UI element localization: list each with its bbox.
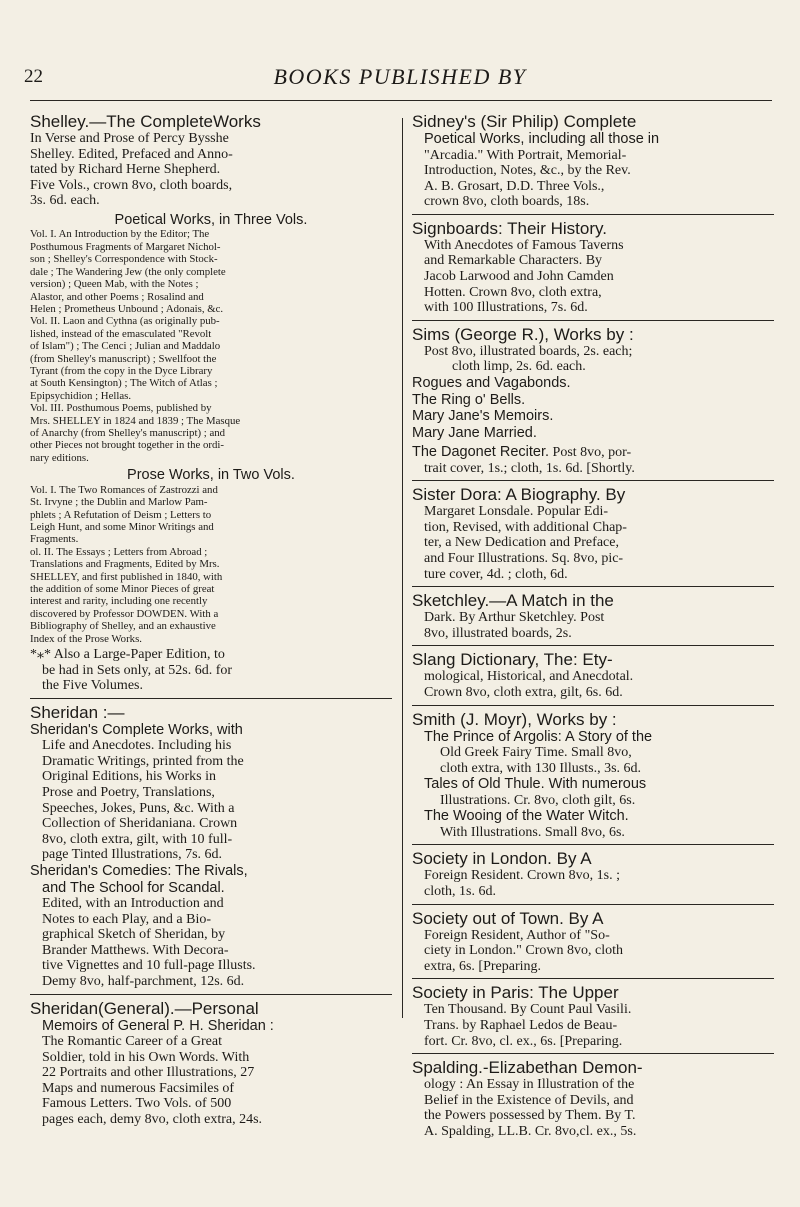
entry-title: Spalding.-Elizabethan Demon- [412, 1058, 643, 1078]
small-line: of Islam") ; The Cenci ; Julian and Maddalo [30, 340, 221, 353]
entry-title: Society out of Town. By A [412, 908, 604, 928]
entry-divider [412, 320, 774, 321]
entry-sister-dora [412, 485, 774, 582]
text-line: Demy 8vo, half-parchment, 12s. 6d. [42, 973, 245, 989]
text-line: Notes to each Play, and a Bio- [42, 911, 211, 927]
small-line: Alastor, and other Poems ; Rosalind and [30, 290, 204, 303]
text-line: Hotten. Crown 8vo, cloth extra, [424, 284, 602, 300]
text-line: Belief in the Existence of Devils, and [424, 1092, 634, 1108]
header-rule [30, 100, 772, 101]
small-line: at South Kensington) ; The Witch of Atlas ; [30, 377, 218, 390]
small-line: son ; Shelley's Correspondence with Stock- [30, 253, 218, 266]
text-line: A. B. Grosart, D.D. Three Vols., [424, 178, 605, 194]
text-line: ciety in London." Crown 8vo, cloth [424, 943, 623, 959]
entry-slang [412, 650, 774, 700]
text-line: Dramatic Writings, printed from the [42, 753, 244, 769]
text-line: 22 Portraits and other Illustrations, 27 [42, 1065, 255, 1081]
small-line: the addition of some Minor Pieces of great [30, 582, 215, 595]
small-line: dale ; The Wandering Jew (the only complete [30, 265, 226, 278]
text-line: Crown 8vo, cloth extra, gilt, 6s. 6d. [424, 684, 623, 700]
entry-sketchley [412, 591, 774, 641]
text-line: be had in Sets only, at 52s. 6d. for [42, 662, 233, 678]
text-line: ture cover, 4d. ; cloth, 6d. [424, 566, 568, 582]
text-line: cloth limp, 2s. 6d. each. [452, 359, 586, 375]
text-line: Brander Matthews. With Decora- [42, 942, 229, 958]
small-line: Index of the Prose Works. [30, 632, 142, 645]
small-line: Vol. III. Posthumous Poems, published by [30, 402, 212, 415]
text-line: tive Vignettes and 10 full-page Illusts. [42, 958, 256, 974]
text-line: Margaret Lonsdale. Popular Edi- [424, 504, 609, 520]
text-line: ology : An Essay in Illustration of the [424, 1077, 635, 1093]
entry-title: Society in Paris: The Upper [412, 983, 619, 1003]
entry-divider [412, 214, 774, 215]
entry-divider [412, 844, 774, 845]
text-line: crown 8vo, cloth boards, 18s. [424, 194, 590, 210]
column-divider [402, 118, 403, 1018]
entry-divider [412, 1053, 774, 1054]
small-line: discovered by Professor DOWDEN. With a [30, 607, 219, 620]
small-line: version) ; Queen Mab, with the Notes ; [30, 278, 199, 291]
text-line: 8vo, cloth extra, gilt, with 10 full- [42, 831, 233, 847]
small-line: Bibliography of Shelley, and an exhaustive [30, 620, 216, 633]
subtitle: Poetical Works, including all those in [424, 131, 660, 147]
subtitle: Memoirs of General P. H. Sheridan : [42, 1017, 274, 1034]
book-title: The Prince of Argolis: A Story of the [424, 728, 653, 745]
entry-society-london [412, 849, 774, 899]
small-line: interest and rarity, including one recently [30, 595, 208, 608]
page-number: 22 [24, 66, 43, 87]
text-line: Foreign Resident, Author of "So- [424, 927, 610, 943]
entry-shelley [30, 112, 392, 694]
text-line: Ten Thousand. By Count Paul Vasili. [424, 1002, 632, 1018]
entry-divider [30, 698, 392, 699]
entry-divider [30, 994, 392, 995]
text-line: the Powers possessed by Them. By T. [424, 1108, 636, 1124]
text-line: A. Spalding, LL.B. Cr. 8vo,cl. ex., 5s. [424, 1123, 637, 1139]
text-line: Soldier, told in his Own Words. With [42, 1049, 250, 1065]
small-line: Vol. I. The Two Romances of Zastrozzi and [30, 483, 218, 496]
text-line: Jacob Larwood and John Camden [424, 269, 614, 285]
text-line: Post 8vo, illustrated boards, 2s. each; [424, 343, 633, 359]
text-line: Edited, with an Introduction and [42, 896, 224, 911]
text-line: tion, Revised, with additional Chap- [424, 519, 627, 535]
text-line: Trans. by Raphael Ledos de Beau- [424, 1018, 618, 1033]
text-line: Post 8vo, por- [549, 445, 632, 461]
book-title: Mary Jane Married. [412, 424, 537, 441]
book-title: Rogues and Vagabonds. [412, 375, 571, 392]
small-line: Posthumous Fragments of Margaret Nichol- [30, 240, 221, 253]
small-line: lished, instead of the emasculated "Revolt [30, 327, 212, 340]
left-column [30, 112, 392, 1128]
small-line: Vol. I. An Introduction by the Editor; The [30, 228, 210, 241]
text-line: Life and Anecdotes. Including his [42, 738, 232, 754]
small-line: (from Shelley's manuscript) ; Swellfoot the [30, 352, 217, 365]
small-line: of Anarchy (from Shelley's manuscript) ; and [30, 426, 226, 439]
text-line: with 100 Illustrations, 7s. 6d. [424, 300, 588, 316]
entry-divider [412, 586, 774, 587]
entry-society-town [412, 909, 774, 975]
text-line: Introduction, Notes, &c., by the Rev. [424, 163, 631, 179]
entry-title: Sheridan :— [30, 702, 125, 722]
entry-society-paris [412, 983, 774, 1049]
entry-divider [412, 705, 774, 706]
text-line: ter, a New Dedication and Preface, [424, 535, 619, 551]
text-line: The Romantic Career of a Great [42, 1034, 222, 1050]
entry-title: Smith (J. Moyr), Works by : [412, 709, 617, 729]
text-line: and Remarkable Characters. By [424, 253, 603, 269]
text-line: pages each, demy 8vo, cloth extra, 24s. [42, 1112, 263, 1128]
text-line: and Four Illustrations. Sq. 8vo, pic- [424, 551, 624, 566]
small-line: Fragments. [30, 533, 79, 546]
small-line: other Pieces not brought together in the ordi- [30, 439, 224, 452]
reciter-line [412, 444, 774, 461]
entry-title: Shelley.—The CompleteWorks [30, 112, 261, 131]
subtitle: Sheridan's Comedies: The Rivals, [30, 863, 248, 879]
text-line: Five Vols., crown 8vo, cloth boards, [30, 177, 233, 193]
right-column [412, 112, 774, 1140]
entry-title: Sketchley.—A Match in the [412, 591, 614, 611]
entry-divider [412, 978, 774, 979]
text-line: mological, Historical, and Anecdotal. [424, 669, 634, 685]
small-line: Vol. II. Laon and Cythna (as originally pub- [30, 315, 220, 328]
small-line: Epipsychidion ; Hellas. [30, 389, 132, 402]
entry-divider [412, 904, 774, 905]
text-line: cloth, 1s. 6d. [424, 884, 496, 900]
text-line: With Illustrations. Small 8vo, 6s. [440, 824, 625, 840]
small-line: phlets ; A Refutation of Deism ; Letters to [30, 508, 212, 521]
book-title: The Ring o' Bells. [412, 391, 526, 408]
text-line: graphical Sketch of Sheridan, by [42, 927, 226, 943]
book-title: Mary Jane's Memoirs. [412, 408, 554, 425]
small-line: Translations and Fragments, Edited by Mrs. [30, 558, 220, 571]
entry-divider [412, 480, 774, 481]
small-line: SHELLEY, and first published in 1840, with [30, 570, 223, 583]
entry-sheridan [30, 703, 392, 990]
text-line: Famous Letters. Two Vols. of 500 [42, 1096, 232, 1112]
book-title: The Wooing of the Water Witch. [424, 808, 629, 825]
section-heading: Poetical Works, in Three Vols. [114, 211, 308, 228]
small-line: Helen ; Prometheus Unbound ; Adonais, &c. [30, 302, 224, 315]
text-line: Collection of Sheridaniana. Crown [42, 816, 238, 832]
subtitle: and The School for Scandal. [42, 879, 225, 896]
text-line: 3s. 6d. each. [30, 193, 100, 209]
small-line: Tyrant (from the copy in the Dyce Library [30, 364, 213, 377]
text-line: Dark. By Arthur Sketchley. Post [424, 610, 605, 626]
text-line: Prose and Poetry, Translations, [42, 785, 215, 801]
entry-title: Sheridan(General).—Personal [30, 998, 259, 1018]
text-line: Original Editions, his Works in [42, 769, 217, 785]
small-line: ol. II. The Essays ; Letters from Abroad ; [30, 545, 208, 558]
text-line: the Five Volumes. [42, 678, 143, 694]
small-line: Mrs. SHELLEY in 1824 and 1839 ; The Masque [30, 414, 241, 427]
text-line: Speeches, Jokes, Puns, &c. With a [42, 800, 235, 816]
book-title: The Dagonet Reciter. [412, 444, 550, 461]
text-line: Old Greek Fairy Time. Small 8vo, [440, 745, 632, 761]
entry-smith [412, 710, 774, 841]
small-line: St. Irvyne ; the Dublin and Marlow Pam- [30, 496, 208, 509]
entry-sims [412, 325, 774, 476]
entry-title: Society in London. By A [412, 849, 592, 869]
entry-title: Sister Dora: A Biography. By [412, 485, 626, 505]
entry-signboards [412, 219, 774, 316]
text-line: Foreign Resident. Crown 8vo, 1s. ; [424, 868, 620, 884]
text-line: extra, 6s. [Preparing. [424, 958, 542, 974]
book-title: Tales of Old Thule. With numerous [424, 776, 647, 793]
small-line: Leigh Hunt, and some Minor Writings and [30, 520, 214, 533]
entry-title: Signboards: Their History. [412, 218, 607, 238]
entry-sheridan-general [30, 999, 392, 1128]
text-line: In Verse and Prose of Percy Bysshe [30, 131, 229, 146]
text-line: tated by Richard Herne Shepherd. [30, 162, 221, 178]
entry-title: Sidney's (Sir Philip) Complete [412, 112, 637, 131]
text-line: Shelley. Edited, Prefaced and Anno- [30, 146, 233, 162]
entry-sidney [412, 112, 774, 210]
running-title: BOOKS PUBLISHED BY [273, 64, 527, 89]
entry-title: Slang Dictionary, The: Ety- [412, 650, 613, 670]
text-line: cloth extra, with 130 Illusts., 3s. 6d. [440, 760, 642, 776]
small-line: nary editions. [30, 451, 89, 464]
text-line: Illustrations. Cr. 8vo, cloth gilt, 6s. [440, 792, 636, 808]
section-heading: Prose Works, in Two Vols. [127, 467, 295, 484]
entry-spalding [412, 1058, 774, 1139]
text-line: fort. Cr. 8vo, cl. ex., 6s. [Preparing. [424, 1033, 623, 1049]
text-line: With Anecdotes of Famous Taverns [424, 237, 624, 253]
text-line: page Tinted Illustrations, 7s. 6d. [42, 847, 223, 863]
text-line: 8vo, illustrated boards, 2s. [424, 625, 572, 641]
text-line: Maps and numerous Facsimiles of [42, 1080, 235, 1096]
entry-divider [412, 645, 774, 646]
subtitle: Sheridan's Complete Works, with [30, 721, 243, 738]
entry-title: Sims (George R.), Works by : [412, 324, 634, 344]
text-line: trait cover, 1s.; cloth, 1s. 6d. [Shortly. [424, 460, 635, 476]
text-line: *⁎* Also a Large-Paper Edition, to [30, 646, 225, 662]
text-line: "Arcadia." With Portrait, Memorial- [424, 147, 627, 163]
